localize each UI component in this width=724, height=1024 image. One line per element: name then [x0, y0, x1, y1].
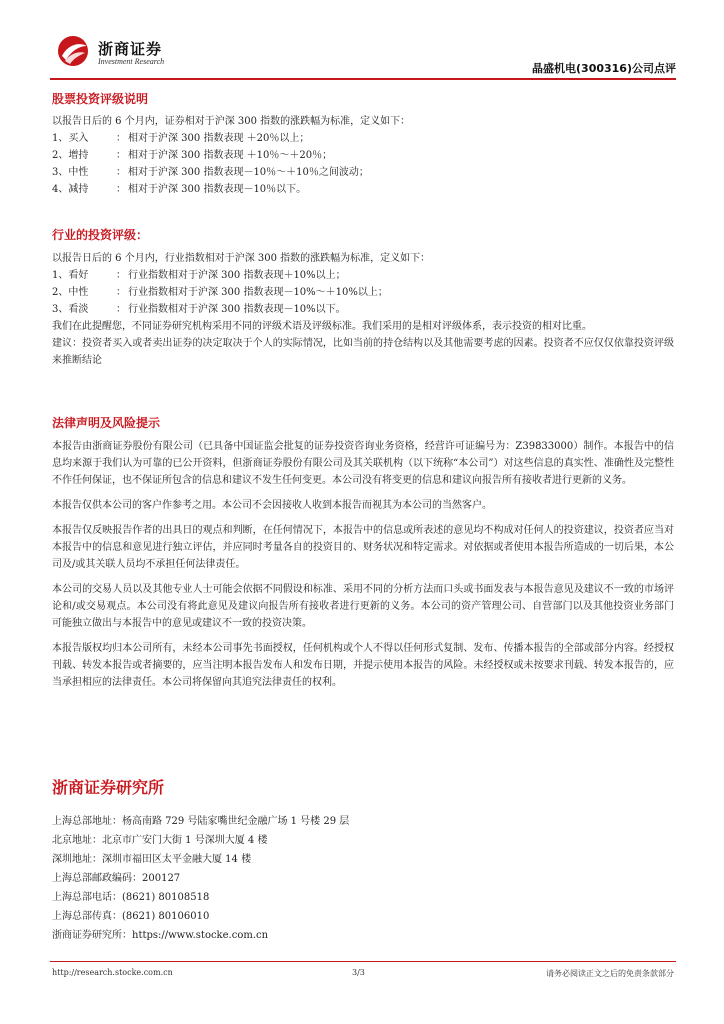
stock-rating-body [52, 113, 674, 198]
brand-name: 浙商证券 [98, 40, 163, 58]
stock-rating-title: 股票投资评级说明 [52, 92, 149, 106]
rating-row: 3、看淡 ： 行业指数相对于沪深 300 指数表现－10%以下。 [52, 304, 346, 315]
legal-paragraph: 本报告版权均归本公司所有，未经本公司事先书面授权，任何机构或个人不得以任何形式复制、发布、传播本报告的全部或部分内容。经授权刊载、转发本报告或者摘要的，应当注明本报告发布人和发布日期，并提示使用本报告的风险。未经授权或未按要求刊载、转发本报告的，应当承担相应的法律责任。本公司将保留向其追究法律责任的权利。 [52, 643, 674, 688]
footer-divider [50, 961, 676, 962]
legal-paragraph: 本报告仅供本公司的客户作参考之用。本公司不会因接收人收到本报告而视其为本公司的当然客户。 [52, 500, 492, 511]
rating-row: 2、增持 ： 相对于沪深 300 指数表现 ＋10％～＋20％； [52, 150, 333, 161]
contact-line: 上海总部地址：杨高南路 729 号陆家嘴世纪金融广场 1 号楼 29 层 [52, 816, 350, 827]
report-title: 晶盛机电(300316)公司点评 [532, 62, 676, 75]
page-header [50, 30, 676, 80]
industry-rating-intro: 以报告日后的 6 个月内，行业指数相对于沪深 300 指数的涨跌幅为标准，定义如下： [52, 253, 431, 264]
stock-rating-intro: 以报告日后的 6 个月内，证券相对于沪深 300 指数的涨跌幅为标准，定义如下： [52, 116, 411, 127]
contact-line: 上海总部电话：(8621) 80108518 [52, 892, 210, 903]
institute-contacts [52, 812, 349, 945]
zheshang-logo-icon [56, 34, 92, 68]
rating-note: 我们在此提醒您，不同证券研究机构采用不同的评级术语及评级标准。我们采用的是相对评级体系，表示投资的相对比重。 [52, 321, 592, 332]
header-divider [50, 78, 676, 80]
contact-line: 深圳地址：深圳市福田区太平金融大厦 14 楼 [52, 854, 252, 865]
rating-row: 1、买入 ： 相对于沪深 300 指数表现 ＋20％以上； [52, 133, 310, 144]
contact-line: 上海总部邮政编码：200127 [52, 873, 181, 884]
institute-title: 浙商证券研究所 [52, 778, 165, 797]
footer-disclaimer: 请务必阅读正文之后的免责条款部分 [546, 969, 674, 978]
contact-website[interactable]: 浙商证券研究所：https://www.stocke.com.cn [52, 930, 269, 941]
legal-paragraph: 本报告由浙商证券股份有限公司（已具备中国证监会批复的证券投资咨询业务资格，经营许可证编号为：Z39833000）制作。本报告中的信息均来源于我们认为可靠的已公开资料，但浙商证券股份有限公司及其关联机构（以下统称“本公司”）对这些信息的真实性、准确性及完整性不作任何保证，也不保证所包含的信息和建议不发生任何变更。本公司没有将变更的信息和建议向报告所有接收者进行更新的义务。 [52, 441, 674, 486]
rating-row: 2、中性 ： 行业指数相对于沪深 300 指数表现－10%～＋10%以上； [52, 287, 388, 298]
legal-body [52, 438, 674, 691]
footer-url-link[interactable]: http://research.stocke.com.cn [52, 968, 173, 977]
brand-subtitle: Investment Research [98, 57, 165, 66]
investment-advice: 建议：投资者买入或者卖出证券的决定取决于个人的实际情况，比如当前的持仓结构以及其他需要考虑的因素。投资者不应仅仅依靠投资评级来推断结论 [52, 338, 674, 366]
rating-row: 4、减持 ： 相对于沪深 300 指数表现－10％以下。 [52, 184, 307, 195]
page-number: 3/3 [352, 968, 365, 977]
rating-row: 1、看好 ： 行业指数相对于沪深 300 指数表现＋10%以上； [52, 270, 346, 281]
legal-paragraph: 本报告仅反映报告作者的出具日的观点和判断，在任何情况下，本报告中的信息或所表述的意见均不构成对任何人的投资建议，投资者应当对本报告中的信息和意见进行独立评估，并应同时考量各自的投资目的、财务状况和特定需求。对依据或者使用本报告所造成的一切后果，本公司及/或其关联人员均不承担任何法律责任。 [52, 525, 674, 570]
industry-rating-body [52, 250, 674, 369]
industry-rating-title: 行业的投资评级： [52, 228, 149, 242]
rating-row: 3、中性 ： 相对于沪深 300 指数表现－10％～＋10％之间波动； [52, 167, 369, 178]
legal-title: 法律声明及风险提示 [52, 416, 161, 430]
contact-line: 上海总部传真：(8621) 80106010 [52, 911, 210, 922]
legal-paragraph: 本公司的交易人员以及其他专业人士可能会依据不同假设和标准、采用不同的分析方法而口头或书面发表与本报告意见及建议不一致的市场评论和/或交易观点。本公司没有将此意见及建议向报告所有接收者进行更新的义务。本公司的资产管理公司、自营部门以及其他投资业务部门可能独立做出与本报告中的意见或建议不一致的投资决策。 [52, 584, 674, 629]
contact-line: 北京地址：北京市广安门大街 1 号深圳大厦 4 楼 [52, 835, 268, 846]
